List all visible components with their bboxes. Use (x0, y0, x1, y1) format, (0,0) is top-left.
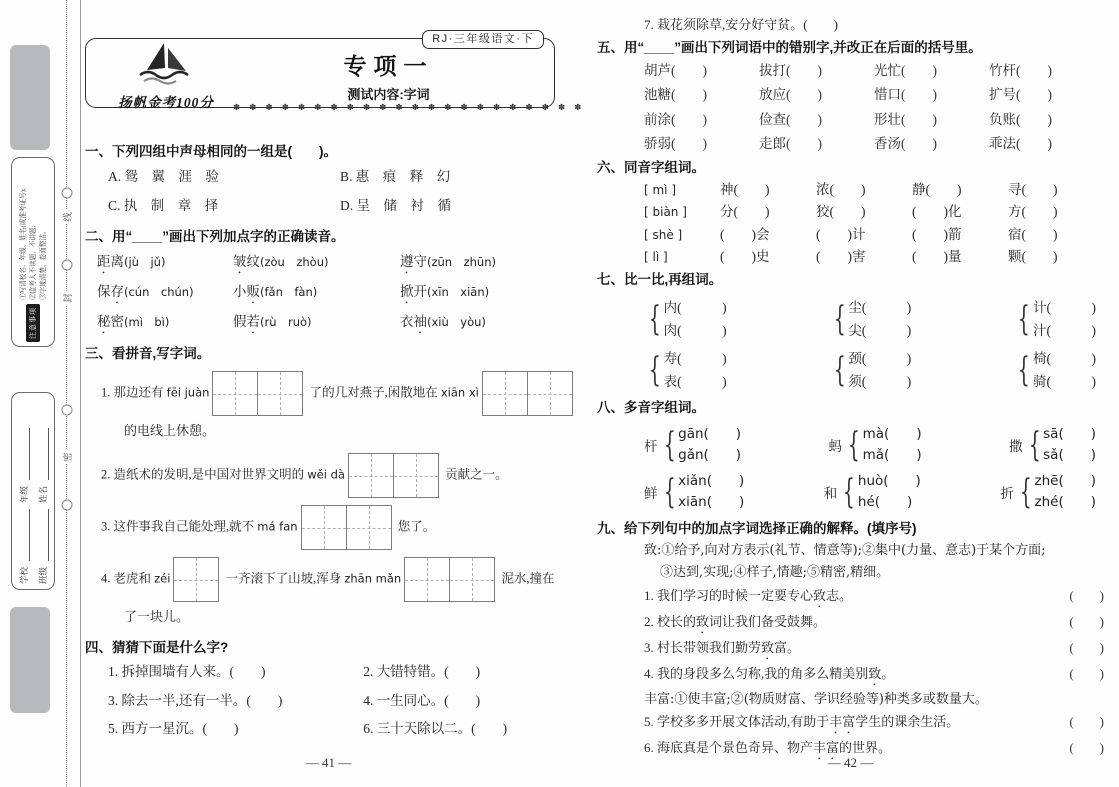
answer-paren: ( ) (1069, 639, 1104, 655)
notice-lines (19, 188, 48, 300)
stars-divider: ✽ ✽ ✽ ✽ ✽ ✽ ✽ ✽ ✽ ✽ ✽ ✽ ✽ ✽ ✽ ✽ ✽ ✽ ✽ ✽ ✽ ✽ (233, 102, 585, 112)
pinyin-text: zhān mǎn (344, 571, 402, 586)
homophone-row (597, 246, 1104, 269)
seal-circle (62, 500, 73, 511)
polyphone-group: 折 { zhē( ) zhé( ) (1000, 471, 1096, 512)
section-6-heading: 六、同音字组词。 (597, 159, 705, 175)
page-number: — 41 — (305, 755, 352, 770)
pinyin-text: xiān xì (440, 385, 479, 400)
polyphone-row (597, 471, 1104, 513)
pinyin-item: 皱纹(zòu zhòu) (233, 254, 329, 269)
answer-paren: ( ) (1069, 665, 1104, 681)
notice-label: 注意事项 (26, 304, 40, 342)
pinyin-key: [ shè ] (644, 227, 683, 242)
answer-paren: ( ) (901, 62, 937, 78)
compare-pair: { 内( ) 肉( ) (648, 298, 727, 339)
answer-paren: ( ) (786, 62, 822, 78)
riddle-item: 3. 除去一半,还有一半。( ) (108, 692, 283, 708)
seal-char: 密 (60, 450, 74, 464)
section-9-heading: 九、给下列句中的加点字词选择正确的解释。(填序号) (597, 520, 917, 536)
brace-glyph: { (1018, 349, 1031, 390)
pinyin-text: (zūn zhūn) (427, 255, 496, 269)
riddle-row (85, 658, 572, 687)
word-item: 惜口 ( ) (874, 83, 989, 108)
pinyin-key: [ lì ] (644, 250, 668, 264)
pinyin-item: 秘密(mì bì) (97, 314, 170, 329)
brace-glyph: { (1018, 298, 1031, 339)
notice-box (11, 157, 55, 347)
pinyin-item: 小贩(fǎn fàn) (233, 284, 318, 299)
riddle-item: 1. 拆掉围墙有人来。( ) (108, 664, 266, 679)
word-item: 放应 ( ) (759, 83, 874, 108)
option-d: D. 呈 储 衬 循 (340, 198, 451, 213)
notice-line: ③字迹清楚、卷面整洁。 (39, 227, 47, 300)
homophone-cell: 宿( ) (1008, 226, 1058, 242)
homophone-row (597, 179, 1104, 202)
writing-grid (404, 557, 495, 602)
homophone-cell: ( )会 (720, 226, 770, 242)
riddle-item: 6. 三十天除以二。( ) (363, 721, 508, 736)
pinyin-text: fēi juàn (166, 385, 210, 400)
brace-glyph: { (843, 471, 856, 512)
word-item: 竹杆 ( ) (989, 59, 1104, 84)
question-line: 7. 栽花须除草,安分好守贫。( ) (644, 17, 838, 32)
definition-line: 致:①给予,向对方表示(礼节、情意等);②集中(力量、意志)于某个方面; (644, 542, 1046, 558)
pinyin-item: 衣袖(xiù yòu) (400, 314, 486, 329)
field-line (39, 428, 49, 480)
word-item: 形壮 ( ) (874, 108, 989, 133)
pinyin-text: (zòu zhòu) (260, 255, 329, 269)
binding-strip-top (10, 45, 50, 150)
pinyin-text: (rù ruò) (260, 315, 312, 329)
homophone-row (597, 201, 1104, 224)
seal-char: 封 (60, 291, 74, 305)
riddle-item: 2. 大错特错。( ) (363, 664, 481, 679)
compare-pair: { 颈( ) 须( ) (833, 349, 912, 390)
answer-paren: ( ) (1069, 714, 1104, 729)
section-8-heading: 八、多音字组词。 (597, 399, 705, 415)
brace-glyph: { (1028, 424, 1041, 465)
option-row (85, 191, 572, 220)
pinyin-key: [ biàn ] (644, 205, 687, 219)
word-item: 前涂 ( ) (644, 108, 759, 133)
word-item: 负账 ( ) (989, 108, 1104, 133)
brace-glyph: { (833, 349, 846, 390)
word-item: 乖法 ( ) (989, 132, 1104, 157)
binding-strip-bottom (10, 607, 50, 713)
answer-paren: ( ) (1016, 62, 1052, 78)
section-1-heading: 一、下列四组中声母相同的一组是( )。 (85, 144, 337, 159)
page-edge-line (80, 0, 81, 787)
polyphone-group: 鲜 { xiǎn( ) xiān( ) (644, 471, 745, 512)
answer-paren: ( ) (671, 111, 707, 127)
word-row (597, 83, 1104, 108)
writing-grid (348, 453, 439, 498)
homophone-cell: ( )害 (816, 249, 866, 264)
notice-line: ①写清校名、年级、姓名(或准考证号); (19, 188, 27, 300)
sentence-text: 6. 海底真是个景色奇异、物产丰富的世界。 (644, 740, 892, 755)
answer-paren: ( ) (901, 136, 937, 151)
pinyin-key: [ mì ] (644, 182, 677, 197)
sentence-item (597, 711, 1104, 737)
word-item: 俭查 ( ) (759, 108, 874, 133)
definition-line: ③达到,实现;④样子,情趣;⑤精密,精细。 (660, 565, 890, 580)
homophone-cell: 神( ) (720, 181, 770, 197)
seal-circle (62, 260, 73, 271)
sentence-text: 5. 学校多多开展文体活动,有助于丰富学生的课余生活。 (644, 714, 960, 729)
writing-grid (482, 371, 573, 416)
field-label-grade: 年级 (18, 485, 29, 503)
student-info-content (16, 398, 50, 584)
answer-paren: ( ) (1069, 740, 1104, 755)
field-line (20, 509, 30, 561)
brace-glyph: { (847, 424, 860, 465)
pinyin-text: (fǎn fàn) (260, 285, 318, 299)
pinyin-item: 距离(jù jǔ) (97, 254, 166, 269)
polyphone-row (597, 424, 1104, 466)
word-item: 胡芦 ( ) (644, 59, 759, 84)
pinyin-row (85, 277, 572, 307)
sentence-text: 1. 我们学习的时候一定要专心致志。 (644, 587, 853, 603)
brand-name: 扬帆金考100分 (118, 95, 214, 110)
sailboat-icon (134, 42, 198, 88)
page-right (597, 0, 1104, 787)
word-item: 扩号 ( ) (989, 83, 1104, 108)
field-label-school: 学校 (18, 566, 29, 584)
homophone-cell: ( )化 (912, 204, 962, 219)
field-label-class: 班级 (37, 566, 48, 584)
sentence-item (597, 585, 1104, 611)
answer-paren: ( ) (1069, 613, 1104, 629)
brace-glyph: { (663, 424, 676, 465)
definition-line: 丰富:①使丰富;②(物质财富、学识经验等)种类多或数量大。 (644, 691, 988, 707)
question-line: 2. 造纸术的发明,是中国对世界文明的 wěi dà 贡献之一。 (85, 453, 572, 498)
question-line: 4. 老虎和 zéi 一齐滚下了山坡,浑身 zhān mǎn 泥水,撞在 (85, 557, 572, 602)
pinyin-text: (cún chún) (124, 285, 194, 299)
brace-glyph: { (1019, 471, 1032, 512)
sentence-item (597, 611, 1104, 637)
sentence-item (597, 663, 1104, 689)
pinyin-item: 保存(cún chún) (97, 284, 194, 299)
pinyin-text: (mì bì) (124, 315, 170, 329)
word-row (597, 108, 1104, 133)
polyphone-group: 撒 { sā( ) sǎ( ) (1009, 424, 1096, 465)
answer-paren: ( ) (901, 87, 937, 102)
sentence-text: 3. 村长带领我们勤劳致富。 (644, 639, 801, 655)
pinyin-item: 假若(rù ruò) (233, 314, 312, 329)
page-left (85, 0, 585, 787)
student-info-box (11, 392, 55, 590)
brace-glyph: { (833, 298, 846, 339)
polyphone-group: 和 { huò( ) hé( ) (823, 471, 921, 512)
word-item: 走郎 ( ) (759, 132, 874, 157)
word-item: 骄弱 ( ) (644, 132, 759, 157)
sentence-text: 4. 我的身段多么匀称,我的角多么精美别致。 (644, 665, 895, 681)
word-item: 池糖 ( ) (644, 83, 759, 108)
sentence-text: 2. 校长的致词让我们备受鼓舞。 (644, 613, 827, 629)
field-label-name: 姓名 (37, 485, 48, 503)
compare-pair: { 计( ) 汁( ) (1018, 298, 1096, 339)
riddle-row (85, 715, 572, 744)
answer-paren: ( ) (671, 87, 707, 102)
edition-tab: RJ·三年级语文·下 (422, 30, 544, 49)
homophone-cell: 方( ) (1008, 204, 1058, 219)
section-7-heading: 七、比一比,再组词。 (597, 271, 723, 287)
answer-paren: ( ) (786, 111, 822, 127)
sentence-item (597, 637, 1104, 663)
question-line: 3. 这件事我自己能处理,就不 má fan 您了。 (85, 505, 572, 550)
pinyin-row (85, 247, 572, 277)
field-line (39, 509, 49, 561)
seal-circle (62, 405, 73, 416)
option-b: B. 惠 痕 释 幻 (340, 169, 451, 184)
section-4-heading: 四、猜猜下面是什么字? (85, 640, 229, 655)
pinyin-text: má fan (257, 519, 298, 534)
polyphone-group: 蚂 { mà( ) mǎ( ) (828, 424, 922, 465)
question-line-cont: 了一块儿。 (124, 609, 190, 624)
exam-subtitle: 测试内容:字词 (347, 87, 430, 102)
answer-paren: ( ) (786, 87, 822, 102)
homophone-cell: ( )史 (720, 249, 770, 264)
answer-paren: ( ) (1016, 111, 1052, 127)
compare-pair: { 椅( ) 骑( ) (1018, 349, 1096, 390)
page-number: — 42 — (827, 755, 874, 770)
writing-grid (212, 371, 303, 416)
option-c: C. 执 制 章 择 (108, 198, 219, 213)
section-2-heading: 二、用“____”画出下列加点字的正确读音。 (85, 229, 345, 244)
word-item: 拔打 ( ) (759, 59, 874, 84)
homophone-row (597, 224, 1104, 247)
option-row (85, 162, 572, 191)
homophone-cell: 颗( ) (1008, 249, 1058, 264)
answer-paren: ( ) (1016, 136, 1052, 151)
compare-row (597, 347, 1104, 393)
homophone-cell: 浓( ) (816, 181, 866, 197)
riddle-item: 5. 西方一星沉。( ) (108, 721, 239, 736)
answer-paren: ( ) (671, 136, 707, 151)
homophone-cell: ( )箭 (912, 226, 962, 242)
word-item: 香汤 ( ) (874, 132, 989, 157)
answer-paren: ( ) (901, 111, 937, 127)
writing-grid (173, 557, 219, 602)
section-5-heading: 五、用“____”画出下列词语中的错别字,并改正在后面的括号里。 (597, 39, 982, 55)
compare-pair: { 寿( ) 表( ) (648, 349, 727, 390)
seal-circle (62, 188, 73, 199)
polyphone-group: 杆 { gān( ) gǎn( ) (644, 424, 742, 465)
pinyin-text: (xīn xiān) (427, 285, 490, 299)
answer-paren: ( ) (1069, 587, 1104, 603)
compare-row (597, 296, 1104, 342)
pinyin-item: 掀开(xīn xiān) (400, 284, 490, 299)
pinyin-text: wěi dà (307, 467, 345, 482)
writing-grid (301, 505, 392, 550)
field-line (20, 428, 30, 480)
answer-paren: ( ) (671, 62, 707, 78)
word-row (597, 59, 1104, 84)
pinyin-item: 遵守(zūn zhūn) (400, 254, 496, 269)
homophone-cell: ( )量 (912, 249, 962, 264)
homophone-cell: 寻( ) (1008, 181, 1058, 197)
section-3-heading: 三、看拼音,写字词。 (85, 346, 211, 361)
homophone-cell: ( )计 (816, 226, 866, 242)
exam-title: 专项一 (343, 53, 434, 79)
riddle-item: 4. 一生同心。( ) (363, 692, 481, 708)
seal-char: 线 (60, 210, 74, 224)
brace-glyph: { (648, 298, 661, 339)
pinyin-row (85, 307, 572, 337)
brace-glyph: { (648, 349, 661, 390)
seal-dotted-line (66, 0, 67, 787)
compare-pair: { 尘( ) 尖( ) (833, 298, 912, 339)
homophone-cell: 狡( ) (816, 204, 866, 219)
header (85, 33, 585, 122)
riddle-row (85, 687, 572, 716)
pinyin-text: (xiù yòu) (427, 315, 486, 329)
answer-paren: ( ) (1016, 87, 1052, 102)
homophone-cell: 静( ) (912, 181, 962, 197)
answer-paren: ( ) (786, 136, 822, 151)
option-a: A. 鸳 翼 涯 验 (108, 169, 219, 184)
notice-line: ②监考人不读题、不讲题; (29, 225, 37, 300)
word-row (597, 132, 1104, 157)
brace-glyph: { (663, 471, 676, 512)
homophone-cell: 分( ) (720, 204, 770, 219)
question-line-cont: 的电线上休憩。 (124, 423, 216, 438)
word-item: 光忙 ( ) (874, 59, 989, 84)
notice-content (14, 162, 52, 342)
pinyin-text: (jù jǔ) (124, 255, 166, 269)
question-line: 1. 那边还有 fēi juàn 了的几对燕子,闲散地在 xiān xì (85, 371, 572, 416)
pinyin-text: zéi (154, 571, 171, 586)
